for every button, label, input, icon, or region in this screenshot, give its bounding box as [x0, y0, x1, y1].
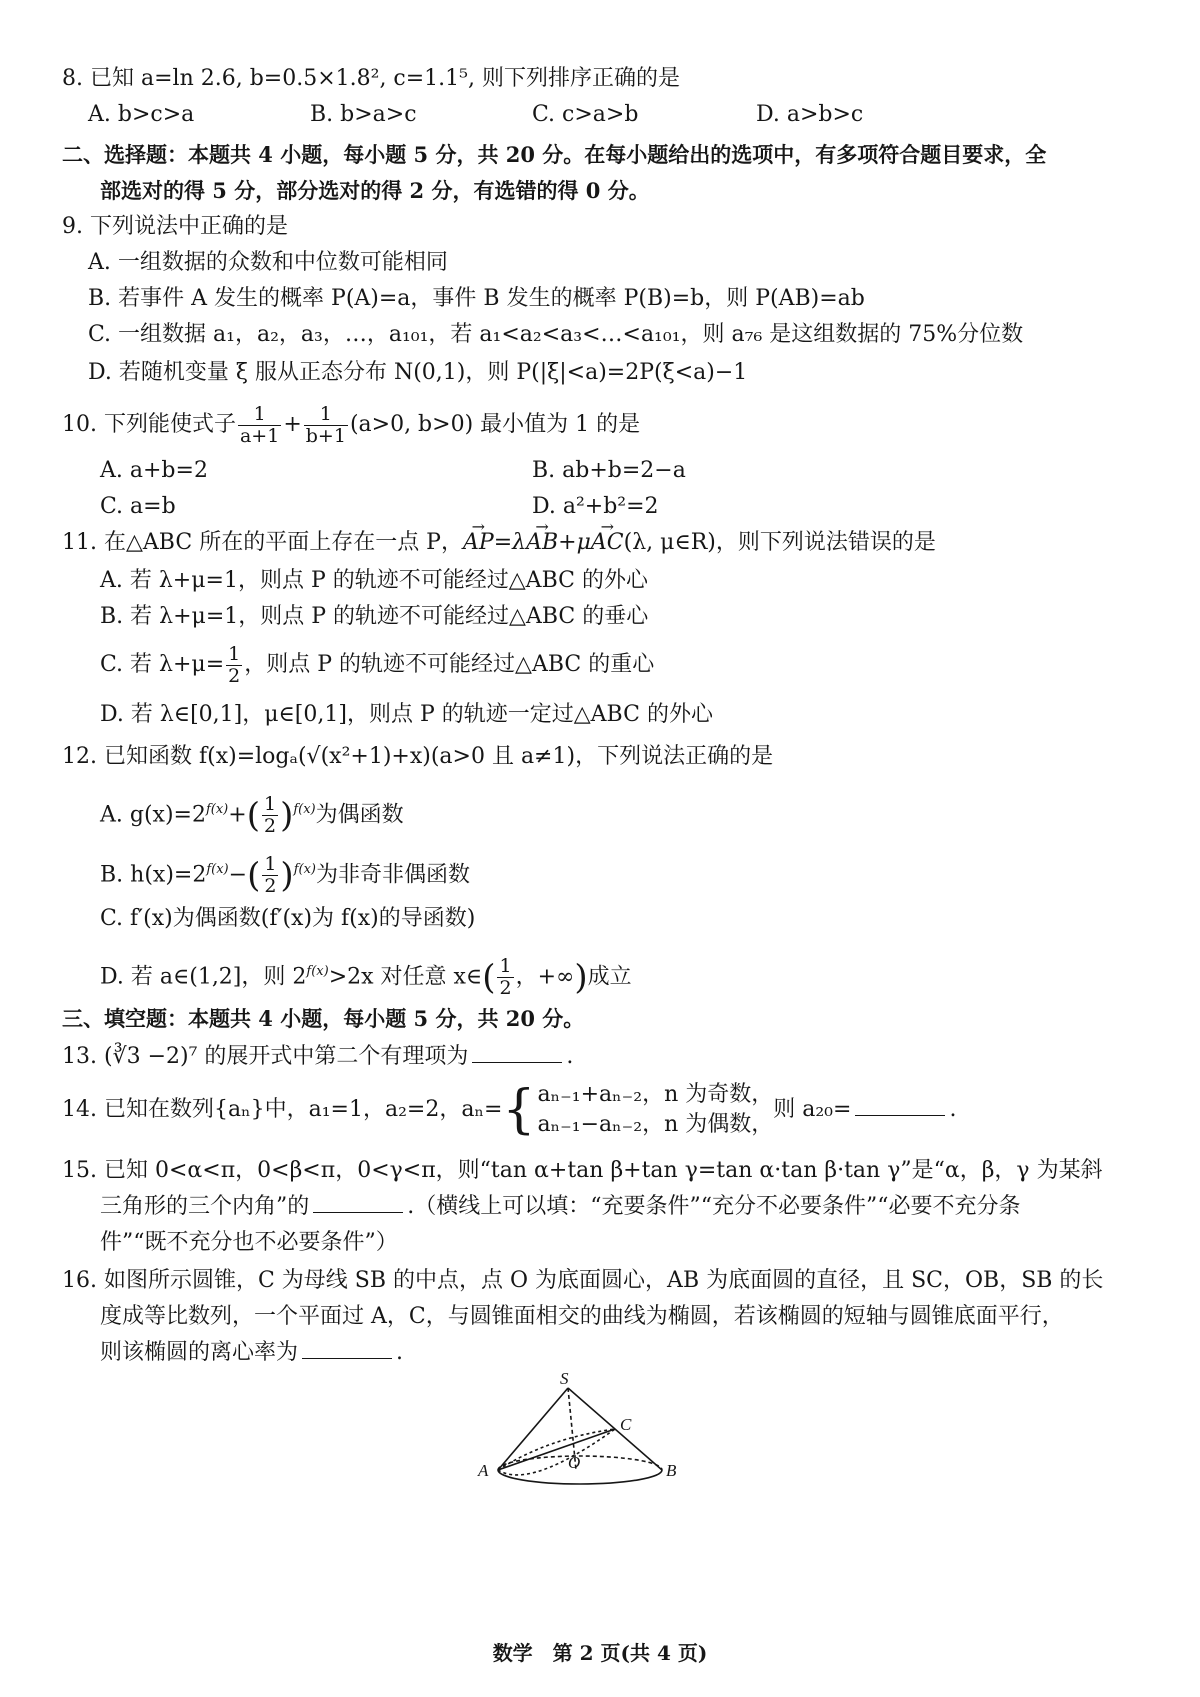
q10-option-a: A. a+b=2 — [100, 458, 208, 483]
q11-option-c-text: ，则点 P 的轨迹不可能经过△ABC 的重心 — [244, 652, 655, 677]
lambda: λ — [512, 530, 527, 555]
section2-heading-line2: 部选对的得 5 分，部分选对的得 2 分，有选错的得 0 分。 — [100, 178, 650, 203]
frac-num: 1 — [263, 792, 277, 815]
q12-option-d-mid: >2x 对任意 x∈ — [328, 964, 483, 990]
q12-option-d-prefix: D. 若 a∈(1,2]，则 2 — [100, 964, 307, 990]
q12-fraction-half-d — [497, 956, 513, 999]
label-s: S — [560, 1370, 569, 1388]
q14-end: . — [949, 1097, 957, 1122]
left-paren: ( — [482, 957, 496, 998]
q12-fraction-half-b — [262, 854, 278, 897]
q12-fraction-half-a — [262, 794, 278, 837]
frac-den: 2 — [499, 976, 512, 999]
plus-sign: + — [228, 802, 247, 828]
exponent-fx: f(x) — [293, 862, 316, 877]
q10-fraction-b — [304, 404, 348, 447]
q16-line3 — [100, 1338, 403, 1368]
q14-prefix: 14. 已知在数列{aₙ}中，a₁=1，a₂=2，aₙ= — [62, 1097, 503, 1122]
right-paren: ) — [280, 795, 294, 836]
label-a: A — [478, 1461, 489, 1480]
left-paren: ( — [246, 795, 260, 836]
q10-stem-prefix: 10. 下列能使式子 — [62, 412, 236, 437]
q12-option-a — [100, 784, 404, 841]
frac-num: 1 — [264, 852, 277, 875]
frac-den: 2 — [264, 874, 277, 897]
label-o: O — [568, 1453, 581, 1472]
minus-sign: − — [228, 862, 248, 888]
q14-case-odd: aₙ₋₁+aₙ₋₂，n 为奇数， — [537, 1082, 774, 1107]
q8-stem: 8. 已知 a=ln 2.6, b=0.5×1.8², c=1.1⁵, 则下列排序正确的是 — [62, 66, 680, 91]
exponent-fx: f(x) — [306, 964, 329, 979]
q8-option-d: D. a>b>c — [756, 102, 864, 127]
exponent-fx: f(x) — [206, 862, 229, 877]
q16-line2: 度成等比数列，一个平面过 A，C，与圆锥面相交的曲线为椭圆，若该椭圆的短轴与圆锥底面平行， — [100, 1304, 1064, 1329]
left-paren: ( — [247, 855, 261, 896]
q8-option-c: C. c>a>b — [532, 102, 639, 127]
q11-option-c-prefix: C. 若 λ+μ= — [100, 652, 225, 677]
plus-sign: + — [558, 530, 577, 555]
q13-prefix: 13. (∛3 −2)⁷ 的展开式中第二个有理项为 — [62, 1044, 469, 1069]
answer-blank[interactable] — [302, 1338, 392, 1359]
q12-option-a-suffix: 为偶函数 — [315, 802, 404, 828]
q8-option-a: A. b>c>a — [88, 102, 195, 127]
q11-fraction-half — [226, 644, 242, 687]
frac-den: 2 — [228, 664, 241, 687]
q12-option-a-prefix: A. g(x)=2 — [100, 802, 206, 828]
q12-option-d-suffix: 成立 — [587, 964, 632, 990]
q13 — [62, 1042, 573, 1072]
q14-cases — [538, 1080, 774, 1140]
q11-stem — [62, 528, 936, 558]
cone-figure — [470, 1370, 710, 1510]
q10-fraction-a — [238, 404, 281, 447]
q9-option-c: C. 一组数据 a₁，a₂，a₃，…，a₁₀₁，若 a₁<a₂<a₃<…<a₁₀₁，则 a₇₆ 是这组数据的 75%分位数 — [88, 322, 1024, 347]
q9-option-b: B. 若事件 A 发生的概率 P(A)=a，事件 B 发生的概率 P(B)=b，则 P(AB)=ab — [88, 286, 865, 311]
q12-option-c: C. f′(x)为偶函数(f′(x)为 f(x)的导函数) — [100, 906, 476, 931]
q11-stem-suffix: (λ, μ∈R)，则下列说法错误的是 — [623, 530, 936, 555]
vector-ac: → AC — [591, 528, 624, 558]
q10-stem-suffix: (a>0, b>0) 最小值为 1 的是 — [349, 412, 641, 437]
answer-blank[interactable] — [855, 1095, 945, 1116]
frac-den: 2 — [263, 814, 277, 837]
q9-option-d: D. 若随机变量 ξ 服从正态分布 N(0,1)，则 P(|ξ|<a)=2P(ξ<a)−1 — [88, 360, 748, 385]
frac-num: 1 — [499, 954, 512, 977]
mu: μ — [576, 530, 591, 555]
q15-line2-prefix: 三角形的三个内角”的 — [100, 1194, 310, 1219]
answer-blank[interactable] — [472, 1042, 562, 1063]
brace-icon: { — [502, 1080, 536, 1140]
label-c: C — [620, 1415, 632, 1434]
q12-option-b-suffix: 为非奇非偶函数 — [315, 862, 470, 888]
base-front-arc — [498, 1470, 662, 1484]
frac-den: a+1 — [239, 424, 280, 447]
q16-line3-suffix: . — [396, 1340, 404, 1365]
q16-line1: 16. 如图所示圆锥，C 为母线 SB 的中点，点 O 为底面圆心，AB 为底面圆的直径，且 SC，OB，SB 的长 — [62, 1268, 1104, 1293]
section3-heading: 三、填空题：本题共 4 小题，每小题 5 分，共 20 分。 — [62, 1006, 585, 1031]
q12-option-b — [100, 844, 470, 901]
exponent-fx: f(x) — [293, 802, 316, 817]
right-paren: ) — [280, 855, 294, 896]
q15-line2 — [100, 1192, 1020, 1222]
plus-sign: + — [283, 412, 302, 437]
q10-stem — [62, 402, 640, 448]
label-b: B — [666, 1461, 677, 1480]
q8-option-b: B. b>a>c — [310, 102, 417, 127]
vector-ap: → AP — [463, 528, 494, 558]
q13-suffix: . — [566, 1044, 574, 1069]
frac-den: b+1 — [305, 424, 346, 447]
q15-line3: 件”“既不充分也不必要条件”） — [100, 1230, 398, 1255]
frac-num: 1 — [304, 404, 348, 426]
q14-case-even: aₙ₋₁−aₙ₋₂，n 为偶数， — [537, 1112, 774, 1137]
q9-stem: 9. 下列说法中正确的是 — [62, 214, 288, 239]
q11-option-b: B. 若 λ+μ=1，则点 P 的轨迹不可能经过△ABC 的垂心 — [100, 604, 649, 629]
frac-num: 1 — [238, 404, 281, 426]
q11-option-c — [100, 642, 654, 688]
q10-option-d: D. a²+b²=2 — [532, 494, 659, 519]
q15-line2-suffix: .（横线上可以填：“充要条件”“充分不必要条件”“必要不充分条 — [407, 1194, 1021, 1219]
frac-num: 1 — [228, 642, 241, 665]
interval-tail: ，+∞ — [515, 964, 575, 990]
q12-option-b-prefix: B. h(x)=2 — [100, 862, 207, 888]
section2-heading-line1: 二、选择题：本题共 4 小题，每小题 5 分，共 20 分。在每小题给出的选项中，有多项符合题目要求，全 — [62, 142, 1047, 167]
q14 — [62, 1080, 956, 1140]
q11-stem-prefix: 11. 在△ABC 所在的平面上存在一点 P， — [62, 530, 463, 555]
q10-option-b: B. ab+b=2−a — [532, 458, 686, 483]
q9-option-a: A. 一组数据的众数和中位数可能相同 — [88, 250, 448, 275]
exponent-fx: f(x) — [205, 802, 229, 817]
q12-option-d — [100, 946, 632, 1003]
page-footer: 数学 第 2 页(共 4 页) — [492, 1641, 708, 1665]
q11-option-a: A. 若 λ+μ=1，则点 P 的轨迹不可能经过△ABC 的外心 — [100, 568, 648, 593]
equals-sign: = — [493, 530, 513, 555]
q12-stem: 12. 已知函数 f(x)=logₐ(√(x²+1)+x)(a>0 且 a≠1)，下列说法正确的是 — [62, 744, 774, 769]
q15-line1: 15. 已知 0<α<π，0<β<π，0<γ<π，则“tan α+tan β+tan γ=tan α·tan β·tan γ”是“α，β，γ 为某斜 — [62, 1158, 1103, 1183]
answer-blank[interactable] — [313, 1192, 403, 1213]
q10-option-c: C. a=b — [100, 494, 176, 519]
vector-ab: → AB — [526, 528, 558, 558]
q11-option-d: D. 若 λ∈[0,1]，μ∈[0,1]，则点 P 的轨迹一定过△ABC 的外心 — [100, 702, 713, 727]
q16-line3-prefix: 则该椭圆的离心率为 — [100, 1340, 299, 1365]
q14-suffix: 则 a₂₀= — [773, 1097, 852, 1122]
right-paren: ) — [574, 957, 588, 998]
